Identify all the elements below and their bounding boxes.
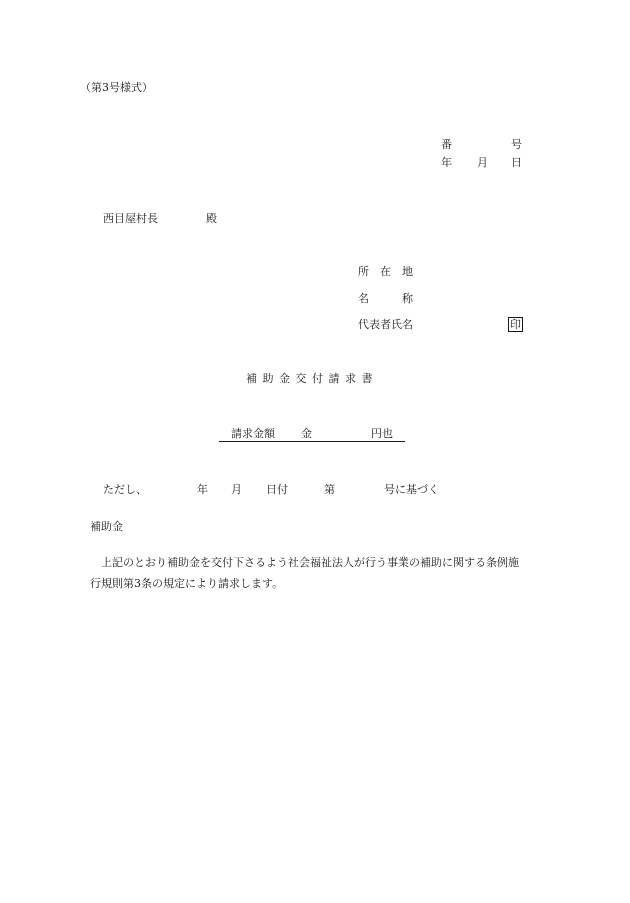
body-line-2: 行規則第3条の規定により請求します。 <box>90 577 284 590</box>
addressee-name: 西目屋村長 <box>103 212 158 225</box>
date-year: 年 <box>441 156 452 169</box>
basis-dai: 第 <box>324 483 335 496</box>
doc-number-ban: 番 <box>441 138 452 151</box>
amount-kin: 金 <box>301 427 312 440</box>
basis-suffix: 号に基づく <box>384 483 439 496</box>
address-label: 所 在 地 <box>358 265 413 278</box>
representative-label: 代表者氏名 <box>358 318 413 331</box>
form-number: （第3号様式） <box>80 81 153 94</box>
seal-mark <box>508 317 523 332</box>
amount-underline <box>219 441 405 442</box>
seal-text: 印 <box>510 318 521 331</box>
basis-year: 年 <box>197 483 208 496</box>
body-line-1: 上記のとおり補助金を交付下さるよう社会福祉法人が行う事業の補助に関する条例施 <box>101 556 519 569</box>
amount-yen: 円也 <box>371 427 393 440</box>
basis-prefix: ただし、 <box>103 483 147 496</box>
doc-number-go: 号 <box>511 138 522 151</box>
date-month: 月 <box>477 156 488 169</box>
document-title: 補 助 金 交 付 請 求 書 <box>246 372 374 385</box>
subsidy-label: 補助金 <box>90 520 123 533</box>
date-day: 日 <box>511 156 522 169</box>
basis-month: 月 <box>231 483 242 496</box>
name-label: 名 称 <box>358 292 413 305</box>
amount-label: 請求金額 <box>231 427 275 440</box>
addressee-honorific: 殿 <box>206 212 217 225</box>
basis-day: 日付 <box>266 483 288 496</box>
